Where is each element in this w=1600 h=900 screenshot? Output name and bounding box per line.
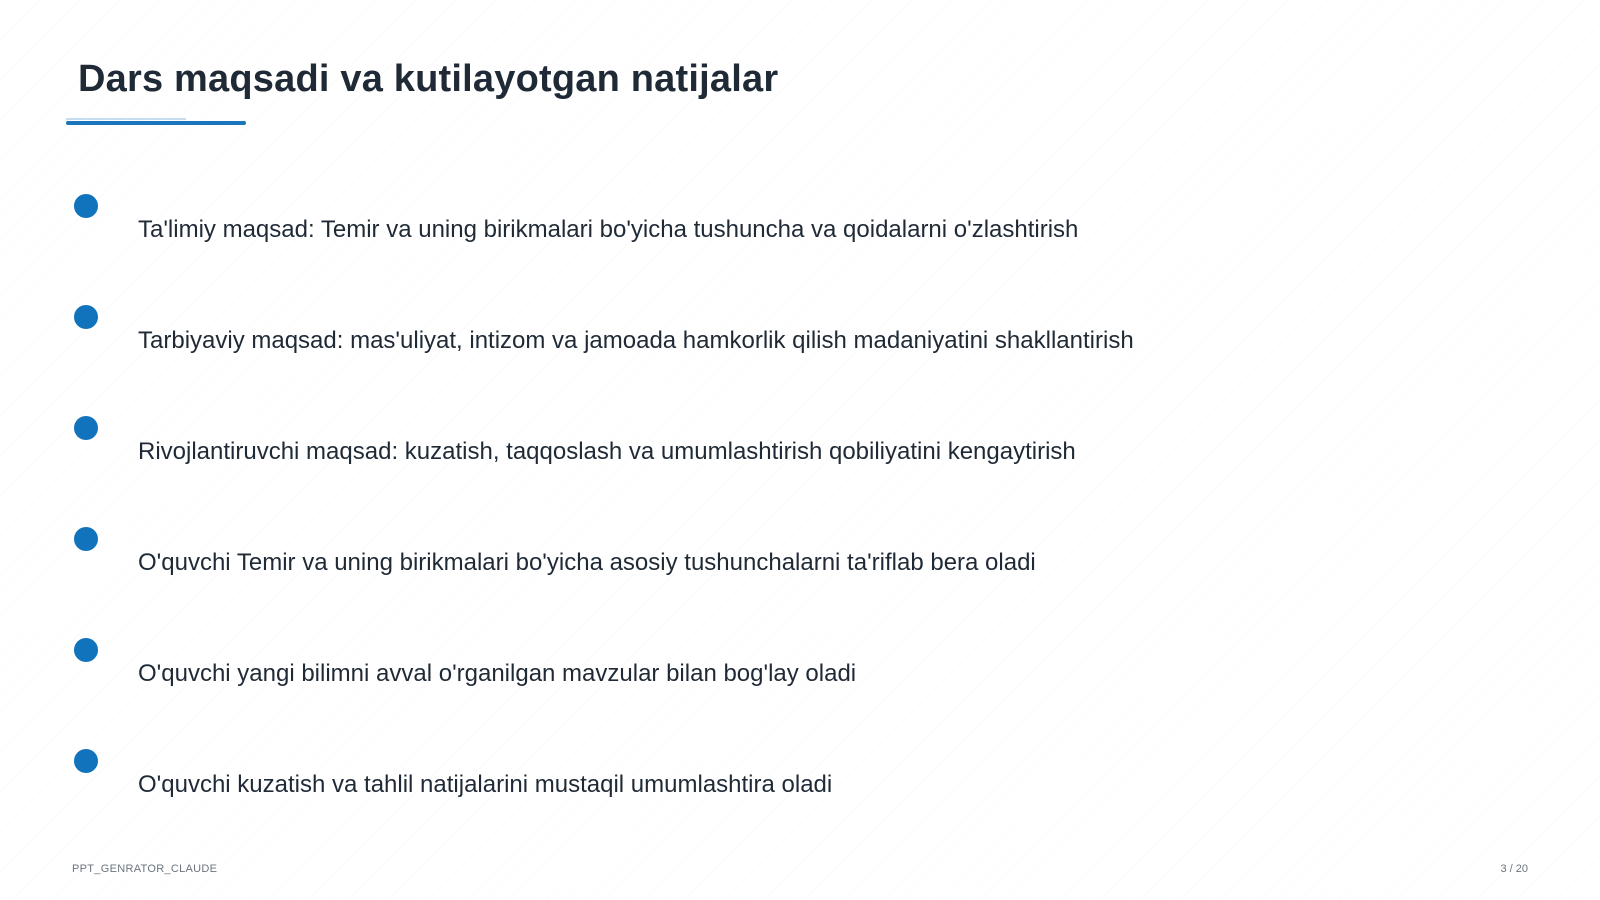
bullet-dot-icon [74,416,98,440]
bullet-text: O'quvchi Temir va uning birikmalari bo'yicha asosiy tushunchalarni ta'riflab bera oladi [138,549,1036,576]
bullet-item [0,194,1400,254]
bullet-dot-icon [74,749,98,773]
bullet-item [0,416,1400,476]
bullet-item [0,305,1400,365]
bullet-text: Rivojlantiruvchi maqsad: kuzatish, taqqoslash va umumlashtirish qobiliyatini kengaytirish [138,438,1076,465]
bullet-text: O'quvchi kuzatish va tahlil natijalarini mustaqil umumlashtira oladi [138,771,833,798]
page-indicator: 3 / 20 [1500,863,1528,875]
bullet-text: O'quvchi yangi bilimni avval o'rganilgan mavzular bilan bog'lay oladi [138,660,857,687]
bullet-text: Tarbiyaviy maqsad: mas'uliyat, intizom va jamoada hamkorlik qilish madaniyatini shakllantirish [138,327,1134,354]
bullet-text: Ta'limiy maqsad: Temir va uning birikmalari bo'yicha tushuncha va qoidalarni o'zlashtirish [138,216,1079,243]
bullet-item [0,527,1400,587]
bullet-dot-icon [74,194,98,218]
bullet-dot-icon [74,638,98,662]
bullet-item [0,749,1400,809]
bullet-dot-icon [74,527,98,551]
slide-title: Dars maqsadi va kutilayotgan natijalar [78,58,779,100]
footer-source: PPT_GENRATOR_CLAUDE [72,863,218,875]
bullet-dot-icon [74,305,98,329]
bullet-item [0,638,1400,698]
